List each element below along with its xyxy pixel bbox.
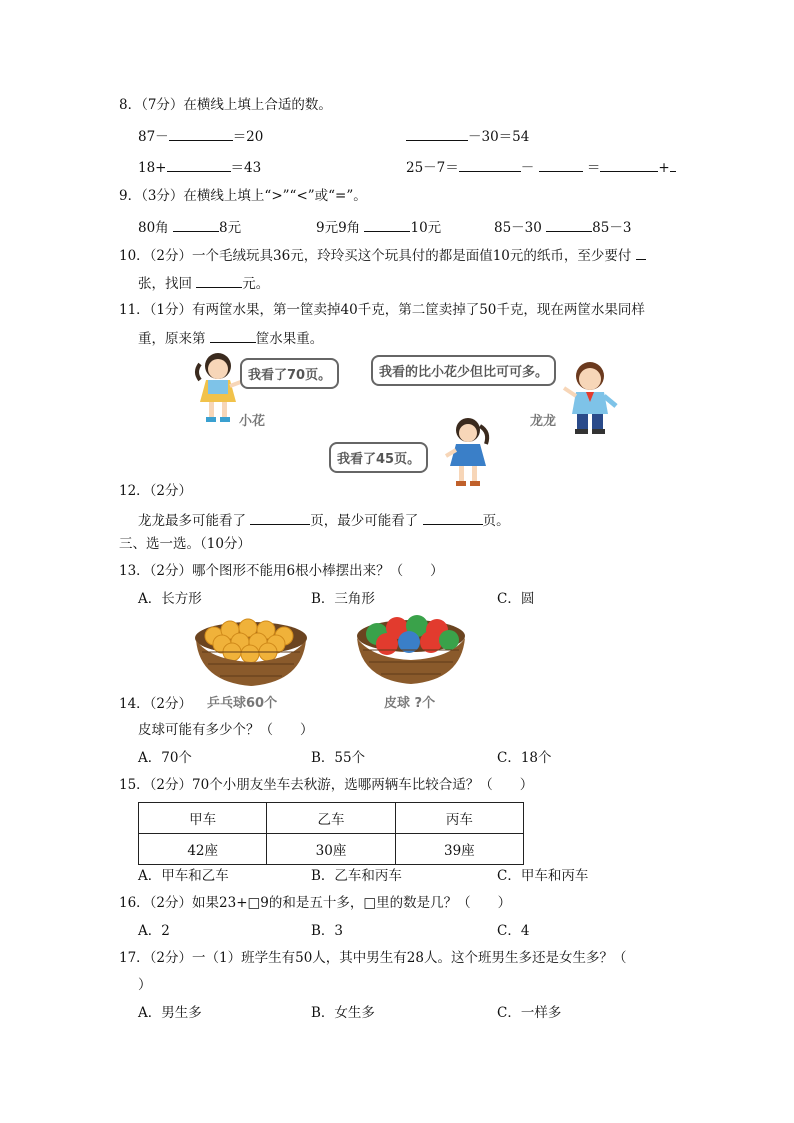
q8-blank-6[interactable] <box>600 157 658 172</box>
q14-option-a[interactable]: A．70个 <box>138 750 192 766</box>
rubber-ball-basket-illustration <box>355 612 467 688</box>
q10-line2 <box>138 273 269 293</box>
table-header-cell: 乙车 <box>267 803 395 834</box>
q13-option-b[interactable]: B．三角形 <box>311 591 375 607</box>
q8-expr-text: + <box>658 160 670 176</box>
q10-line1 <box>119 245 646 265</box>
label-rubber-ball: 皮球 ?个 <box>384 696 436 711</box>
q13-title: 13．（2分）哪个图形不能用6根小棒摆出来？（ ） <box>119 563 444 579</box>
q8-blank-2[interactable] <box>406 126 468 141</box>
q10-blank-1[interactable] <box>636 245 646 260</box>
q8-blank-5[interactable] <box>539 157 583 172</box>
q11-text: 重，原来第 <box>138 331 206 347</box>
q17-option-a[interactable]: A．男生多 <box>138 1005 202 1021</box>
q9-blank-3[interactable] <box>546 217 592 232</box>
q9-blank-1[interactable] <box>173 217 219 232</box>
q8-title: 8．（7分）在横线上填上合适的数。 <box>119 97 332 113</box>
q9-item-a <box>138 217 241 237</box>
table-header-row <box>139 803 524 834</box>
q9-item-c <box>494 217 631 237</box>
label-longlong: 龙龙 <box>530 414 557 429</box>
q10-text: 10．（2分）一个毛绒玩具36元，玲玲买这个玩具付的都是面值10元的纸币，至少要付 <box>119 248 632 264</box>
q9-title: 9．（3分）在横线上填上“>”“<”或“=”。 <box>119 188 367 204</box>
q16-option-b[interactable]: B．3 <box>311 923 344 939</box>
q8-row2-left <box>138 157 261 177</box>
q14-option-b[interactable]: B．55个 <box>311 750 366 766</box>
table-row <box>139 834 524 865</box>
q16-option-a[interactable]: A．2 <box>138 923 170 939</box>
car-seats-table <box>138 802 524 865</box>
q13-option-c[interactable]: C．圆 <box>497 591 535 607</box>
q9-expr-text: 85－30 <box>494 220 542 236</box>
q8-blank-7[interactable] <box>670 157 676 172</box>
q8-blank-3[interactable] <box>167 157 231 172</box>
q9-blank-2[interactable] <box>364 217 410 232</box>
q16-title: 16．（2分）如果23+□9的和是五十多，□里的数是几？（ ） <box>119 895 512 911</box>
q12-blank-2[interactable] <box>423 510 483 525</box>
q17-option-b[interactable]: B．女生多 <box>311 1005 375 1021</box>
label-xiaohua: 小花 <box>239 414 266 429</box>
q8-row1-left <box>138 126 263 146</box>
table-cell: 39座 <box>395 834 523 865</box>
q8-expr-text: 18+ <box>138 160 167 176</box>
table-header-cell: 丙车 <box>395 803 523 834</box>
q8-row2-right <box>406 157 676 177</box>
girl-keke-illustration <box>444 414 496 494</box>
q9-expr-text: 80角 <box>138 220 169 236</box>
section-3-heading: 三、选一选。（10分） <box>119 536 251 552</box>
q11-line2 <box>138 328 323 348</box>
q10-blank-2[interactable] <box>196 273 242 288</box>
q9-expr-text: 85－3 <box>592 220 632 236</box>
q8-blank-4[interactable] <box>459 157 521 172</box>
q8-expr-text: － <box>520 160 535 176</box>
q10-text: 张，找回 <box>138 276 192 292</box>
speech-bubble-keke: 我看了45页。 <box>329 442 428 473</box>
q12-text: 页，最少可能看了 <box>310 513 419 529</box>
q12-body <box>138 510 510 530</box>
q15-option-b[interactable]: B．乙车和丙车 <box>311 868 402 884</box>
q17-line2: ） <box>138 977 152 993</box>
table-header-cell: 甲车 <box>139 803 267 834</box>
q11-line1: 11．（1分）有两筐水果，第一筐卖掉40千克，第二筐卖掉了50千克，现在两筐水果同样 <box>119 302 645 318</box>
q10-text: 元。 <box>242 276 270 292</box>
q8-blank-1[interactable] <box>169 126 233 141</box>
q8-expr-text: －30＝54 <box>468 129 530 145</box>
q9-item-b <box>316 217 441 237</box>
q15-option-c[interactable]: C．甲车和丙车 <box>497 868 589 884</box>
q8-expr-text: ＝43 <box>230 160 262 176</box>
table-cell: 42座 <box>139 834 267 865</box>
q12-text: 龙龙最多可能看了 <box>138 513 246 529</box>
q11-blank[interactable] <box>210 328 256 343</box>
label-pingpong: 乒乓球60个 <box>207 696 278 711</box>
boy-longlong-illustration <box>560 358 620 440</box>
q15-title: 15．（2分）70个小朋友坐车去秋游，选哪两辆车比较合适？（ ） <box>119 777 534 793</box>
q14-title: 14．（2分） <box>119 696 193 712</box>
q8-expr-text: ＝20 <box>232 129 264 145</box>
q8-expr-text: 25－7＝ <box>406 160 459 176</box>
q15-option-a[interactable]: A．甲车和乙车 <box>138 868 229 884</box>
q12-title: 12．（2分） <box>119 483 193 499</box>
q8-expr-text: 87－ <box>138 129 169 145</box>
speech-bubble-xiaohua: 我看了70页。 <box>240 358 339 389</box>
speech-bubble-longlong: 我看的比小花少但比可可多。 <box>371 355 556 386</box>
q9-expr-text: 9元9角 <box>316 220 361 236</box>
q11-text: 筐水果重。 <box>255 331 324 347</box>
q14-option-c[interactable]: C．18个 <box>497 750 552 766</box>
q16-option-c[interactable]: C．4 <box>497 923 530 939</box>
q17-option-c[interactable]: C．一样多 <box>497 1005 562 1021</box>
table-cell: 30座 <box>267 834 395 865</box>
q9-expr-text: 8元 <box>218 220 242 236</box>
q12-blank-1[interactable] <box>250 510 310 525</box>
q8-expr-text: ＝ <box>586 160 601 176</box>
q14-question: 皮球可能有多少个？（ ） <box>138 722 314 738</box>
q17-line1: 17．（2分）一（1）班学生有50人，其中男生有28人。这个班男生多还是女生多？（ <box>119 950 627 966</box>
q9-expr-text: 10元 <box>410 220 442 236</box>
pingpong-basket-illustration <box>192 616 310 690</box>
q13-option-a[interactable]: A．长方形 <box>138 591 202 607</box>
q12-text: 页。 <box>482 513 510 529</box>
q8-row1-right <box>406 126 529 146</box>
